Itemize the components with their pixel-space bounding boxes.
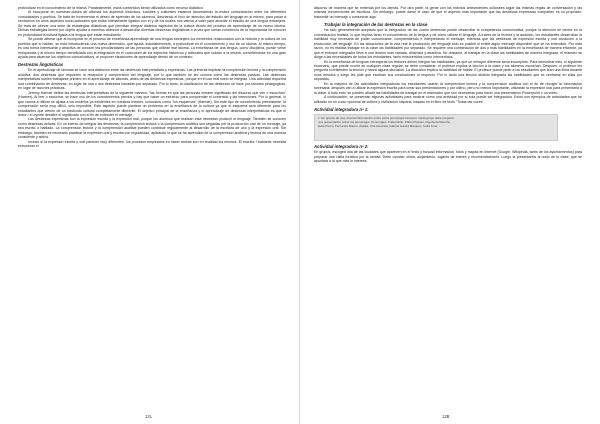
section-heading: Trabajar la integración de las destrezas en la clase bbox=[324, 22, 428, 28]
paragraph: Incluso si la expresión escrita y oral parecen muy diferentes, los procesos empleados en hacer ambas son en realidad los mismos. El escritor / hablante necesita estructurar el bbox=[18, 139, 286, 149]
activity-heading: Actividad integradora nº 2: bbox=[314, 144, 369, 150]
figure-line: 1. En grupos de tres, buscad información sobre estos personajes famosos. Cada grupo debe preparar bbox=[318, 116, 454, 121]
paragraph: En la enseñanza de lenguas extranjeras los lectores deben integrar las habilidades, ya que un enfoque diferente sería incompleto. Para demostrar esto, el siguiente escenario, que puede ocurrir en cualquier clase regular, se debe considerar: el profesor explica la lección a la clase y los alumnos escuchan. Después, el profesor les pregunta si entienden la lección y habrá alguna discusión. La discusión implica la habilidad de hablar. El profesor puede pedir a los estudiantes que lean una ficha durante unos minutos y luego les pide que escriban sus conclusiones al respecto. Por lo tanto una lección distinta integraría las habilidades que se centrarse en ellas por separado. bbox=[314, 59, 582, 82]
paragraph: Al incorporar en nuestras clases de idiomas los aspectos históricos, sociales y culturales estamos favoreciendo la mutua comunicación entre los diferentes comunidades y pueblos. Se trata de incrementar el deseo de aprender de los alumnos, desviando el foco de atención del estudio del lenguaje en sí mismo, para pasar a centrarnos en unos aspectos socio-culturales que están íntimamente ligados con él y de los cuales nos vamos a valer para abordar el estudio de una lengua extranjera. Se trata de ofrecer una serie de estrategias didácticas que permitan integrar distintos aspectos de la cultura dentro del proceso de aprendizaje de un nuevo idioma. Dichas estrategias tienen por objeto ayudar a nuestros alumnos a desarrollar diversas destrezas lingüísticas a la vez que toman conciencia de la importancia de conocer en profundidad la cultura ligada a la lengua que están estudiando. bbox=[18, 10, 286, 37]
paragraph: En grupos, escoged una de las ciudades que aparecen en el texto y buscad información, fotos y mapas en internet (Google, Wikipedia, webs de los ayuntamientos) para preparar una visita turística por la ciudad. Debe constar: clima, alojamiento, lugares de interés y recomendaciones. Luego la presentaréis al resto de la clase, que se apuntará a la que más le interese. bbox=[314, 150, 582, 163]
paragraph: Las destrezas expresivas son la expresión escrita y la expresión oral, porque los alumnos que realizan esta necesitan producir el lenguaje. También se conocen como destrezas activas. En un intento de integrar las destrezas, la comprensión lectora o la comprensión auditiva son seguidas por la producción oral de un mensaje, ya sea escrito o hablado. La comprensión lectora y la comprensión auditiva pueden contribuir regularmente al desarrollo de la escritura de uno y la expresión oral. Sin embargo, también es necesario practicar la expresión oral y escrita con regularidad, aplicando lo que se ha aprendido de la comprensión auditiva y lectora de una manera consciente y activa. bbox=[18, 117, 286, 140]
paragraph: profundizar en el conocimiento de la misma. Paralelamente, estos contenidos serán utilizados como recurso didáctico. bbox=[18, 6, 204, 10]
activity-figure bbox=[314, 114, 558, 141]
paragraph: Jeremy Harmer define las destrezas interpretativas de la siguiente manera: "las formas en que las personas extraen significado del discurso que ven o escuchan" (Harmer). Al leer o escuchar, se hace uso de los conocimientos previos y hay que hacer un esfuerzo para comprender el contenido y las intenciones. Por lo general, lo que vamos a utilizar se ajusta a los modelos ya existentes en nuestras mentes, conocidos como "los esquemas" (Harmer). Sin este tipo de conocimiento preexistente, la comprensión sería muy difícil, sino imposible. Este aspecto puede plantear un problema en la enseñanza de la cultura ya que el esquema será diferente para los estudiantes que vienen de un trasfondo cultural completamente diferente. El objetivo principal de la enseñanza y el aprendizaje de destrezas interpretativas es que el lector / el oyente descifre el significado con el fin de entender el mensaje. bbox=[18, 90, 286, 117]
right-page bbox=[300, 0, 600, 424]
activity-heading: Actividad integradora nº 1: bbox=[314, 107, 369, 113]
paragraph: Se puede afirmar que al incorporar en el proceso de enseñanza-aprendizaje de una lengua extranjera los elementos relacionados con la historia y la cultura de los pueblos que lo hablan, se está introduciendo una nueva dimensión, que ayuda, indudablemente, a profundizar en el conocimiento y uso de un idioma. Al mismo tiempo, es una forma interesante y atractiva de conocer las peculiaridades de las personas que utilizan ese idioma. La enseñanza de una lengua, como disciplina, puede verse enriquecida y al mismo tiempo beneficiada con la integración en el currículum de los aspectos históricos y culturales que rodean a la misma, convirtiéndose en una gran ayuda para alcanzar los objetivos comunicativos, al proponer situaciones de aprendizaje dentro de un contexto. bbox=[18, 37, 286, 59]
page-number: 12L bbox=[145, 414, 152, 419]
paragraph: discurso de manera que se entienda por los demás. Por otra parte, la gente con los mismos antecedentes culturales sigue las mismas reglas de conversación y las mismas convenciones de escritura. Sin embargo, puede darse el caso de que el aspecto más importante que las destrezas expresivas comparten es su propósito: transmitir un mensaje o comunicar algo. bbox=[314, 6, 582, 19]
section-heading: Destrezas lingüísticas bbox=[18, 62, 64, 68]
paragraph: En el aprendizaje de idiomas se hace una distinción entre las destrezas interpretativas y expresivas. Las primeras implican la comprensión lectora y la comprensión auditiva, dos destrezas que requieren la recepción y comprensión del lenguaje, por lo que también se les conoce como las destrezas pasivas. Las destrezas interpretativas suelen trabajarse primero en el aprendizaje de idiomas, antes de las destrezas expresivas, porque en el uso real suelo se integran. Una actividad requerirá una combinación de destrezas, en lugar de una o dos destrezas tomadas por separado. Por lo tanto, la clasificación de las destrezas se hace por razones pedagógicas, en lugar de razones prácticas. bbox=[18, 68, 286, 91]
paragraph: A continuación, se presentan algunas actividades para mostrar cómo una actividad por sí sola puede ser integradora. Estos son ejemplos de actividades que he utilizado en un curso opcional de cultura y civilización hispana, basado en el libro de texto "Todas las voces". bbox=[314, 95, 582, 104]
figure-line: Evita Perón, Fernando Botero, Alaska, Che Guevara, Gabriel García Márquez, Celia Cruz, ... bbox=[318, 123, 442, 128]
paragraph: En la mayoría de las actividades integradoras los estudiantes usarán la comprensión lectora y la comprensión auditiva con el fin de recoger la información necesaria; después van a utilizar la expresión escrita para crear sus presentaciones y por último, pero no menos importante, utilizarán la expresión oral para presentarla a la clase. A todo esto, se pueden añadir las habilidades de trabajar en el ordenador que son necesarias para hacer una presentación Powerpoint o un vídeo. bbox=[314, 81, 582, 95]
figure-line: una presentación sobre los personajes. Personajes: Frida Kahlo, Pablo Picasso, Rigoberta Menchú, bbox=[318, 119, 451, 124]
page-number: 12B bbox=[442, 414, 450, 419]
paragraph: Ha sido generalmente aceptado que la integración de las cuatro destrezas puede desarrollar la competencia comunicativa, porque la atención se centra en la comunicación realista, lo que implica tanto el conocimiento de la lengua y de cómo utilizar el lenguaje. A través de la lectura y la audición, los estudiantes desarrollan la habilidad muy necesaria de poder comunicarse, comprendiendo e interpretando el mensaje, mientras que las destrezas de expresión escrita y oral conducen a la producción del lenguaje. En las situaciones de la vida real la producción del lenguaje sólo es posible si existe algún mensaje disponible que se ha entendido. Por esta razón, no es realista trabajar en la clase las habilidades por separado. Se requiere una combinación de dos o más habilidades en la enseñanza de manera eficiente, ya que el enfoque integrador lleva a una lección más variada, dinámica y atractiva. No obstante, al trabajar en la clase las habilidades de manera integrada, el maestro se dirige a las necesidades de todos los estudiantes, tanto extrovertidos como introvertidos. bbox=[314, 28, 582, 60]
